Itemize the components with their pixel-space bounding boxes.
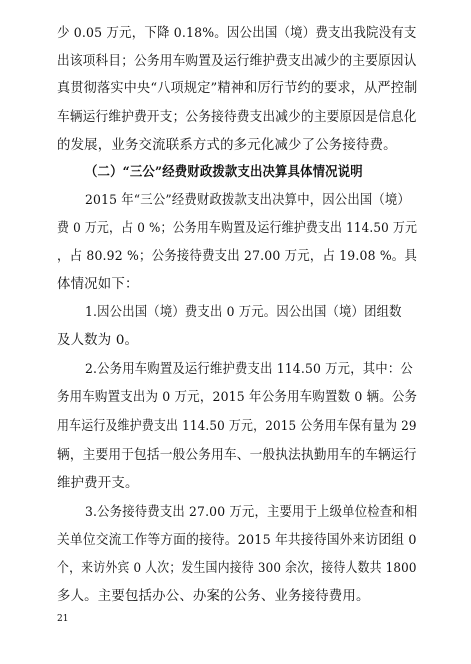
- paragraph-line: 多人。主要包括办公、办案的公务、业务接待费用。: [57, 589, 370, 604]
- paragraph-line: 真贯彻落实中央“八项规定”精神和厉行节约的要求，从严控制: [57, 81, 418, 96]
- paragraph-line: 1.因公出国（境）费支出 0 万元。因公出国（境）团组数: [85, 305, 402, 320]
- paragraph-line: 2.公务用车购置及运行维护费支出 114.50 万元，其中：公: [85, 362, 413, 377]
- paragraph-line: 务用车购置支出为 0 万元，2015 年公务用车购置数 0 辆。公务: [57, 390, 418, 405]
- paragraph-line: 少 0.05 万元，下降 0.18%。因公出国（境）费支出我院没有支: [57, 26, 417, 41]
- paragraph-line: 2015 年“三公”经费财政拨款支出决算中，因公出国（境）: [85, 193, 411, 208]
- page-number: 21: [57, 614, 69, 624]
- paragraph-line: 费 0 万元，占 0 %；公务用车购置及运行维护费支出 114.50 万元: [57, 221, 418, 236]
- paragraph-line: 维护费开支。: [57, 476, 139, 491]
- paragraph-line: 体情况如下：: [57, 277, 139, 292]
- paragraph-line: 车辆运行维护费开支；公务接待费支出减少的主要原因是信息化: [57, 110, 417, 125]
- paragraph-line: ，占 80.92 %；公务接待费支出 27.00 万元，占 19.08 %。具: [57, 249, 418, 264]
- section-heading: （二）“三公”经费财政拨款支出决算具体情况说明: [85, 164, 363, 180]
- paragraph-line: 关单位交流工作等方面的接待。2015 年共接待国外来访团组 0: [57, 533, 417, 548]
- paragraph-line: 及人数为 0。: [57, 333, 139, 348]
- paragraph-line: 3.公务接待费支出 27.00 万元，主要用于上级单位检查和相: [85, 505, 418, 520]
- paragraph-line: 用车运行及维护费支出 114.50 万元，2015 公务用车保有量为 29: [57, 419, 417, 434]
- paragraph-line: 的发展，业务交流联系方式的多元化减少了公务接待费。: [57, 138, 397, 153]
- paragraph-line: 出该项科目；公务用车购置及运行维护费支出减少的主要原因认: [57, 54, 417, 69]
- paragraph-line: 个，来访外宾 0 人次；发生国内接待 300 余次，接待人数共 1800: [57, 561, 417, 576]
- paragraph-line: 辆，主要用于包括一般公务用车、一般执法执勤用车的车辆运行: [57, 448, 417, 463]
